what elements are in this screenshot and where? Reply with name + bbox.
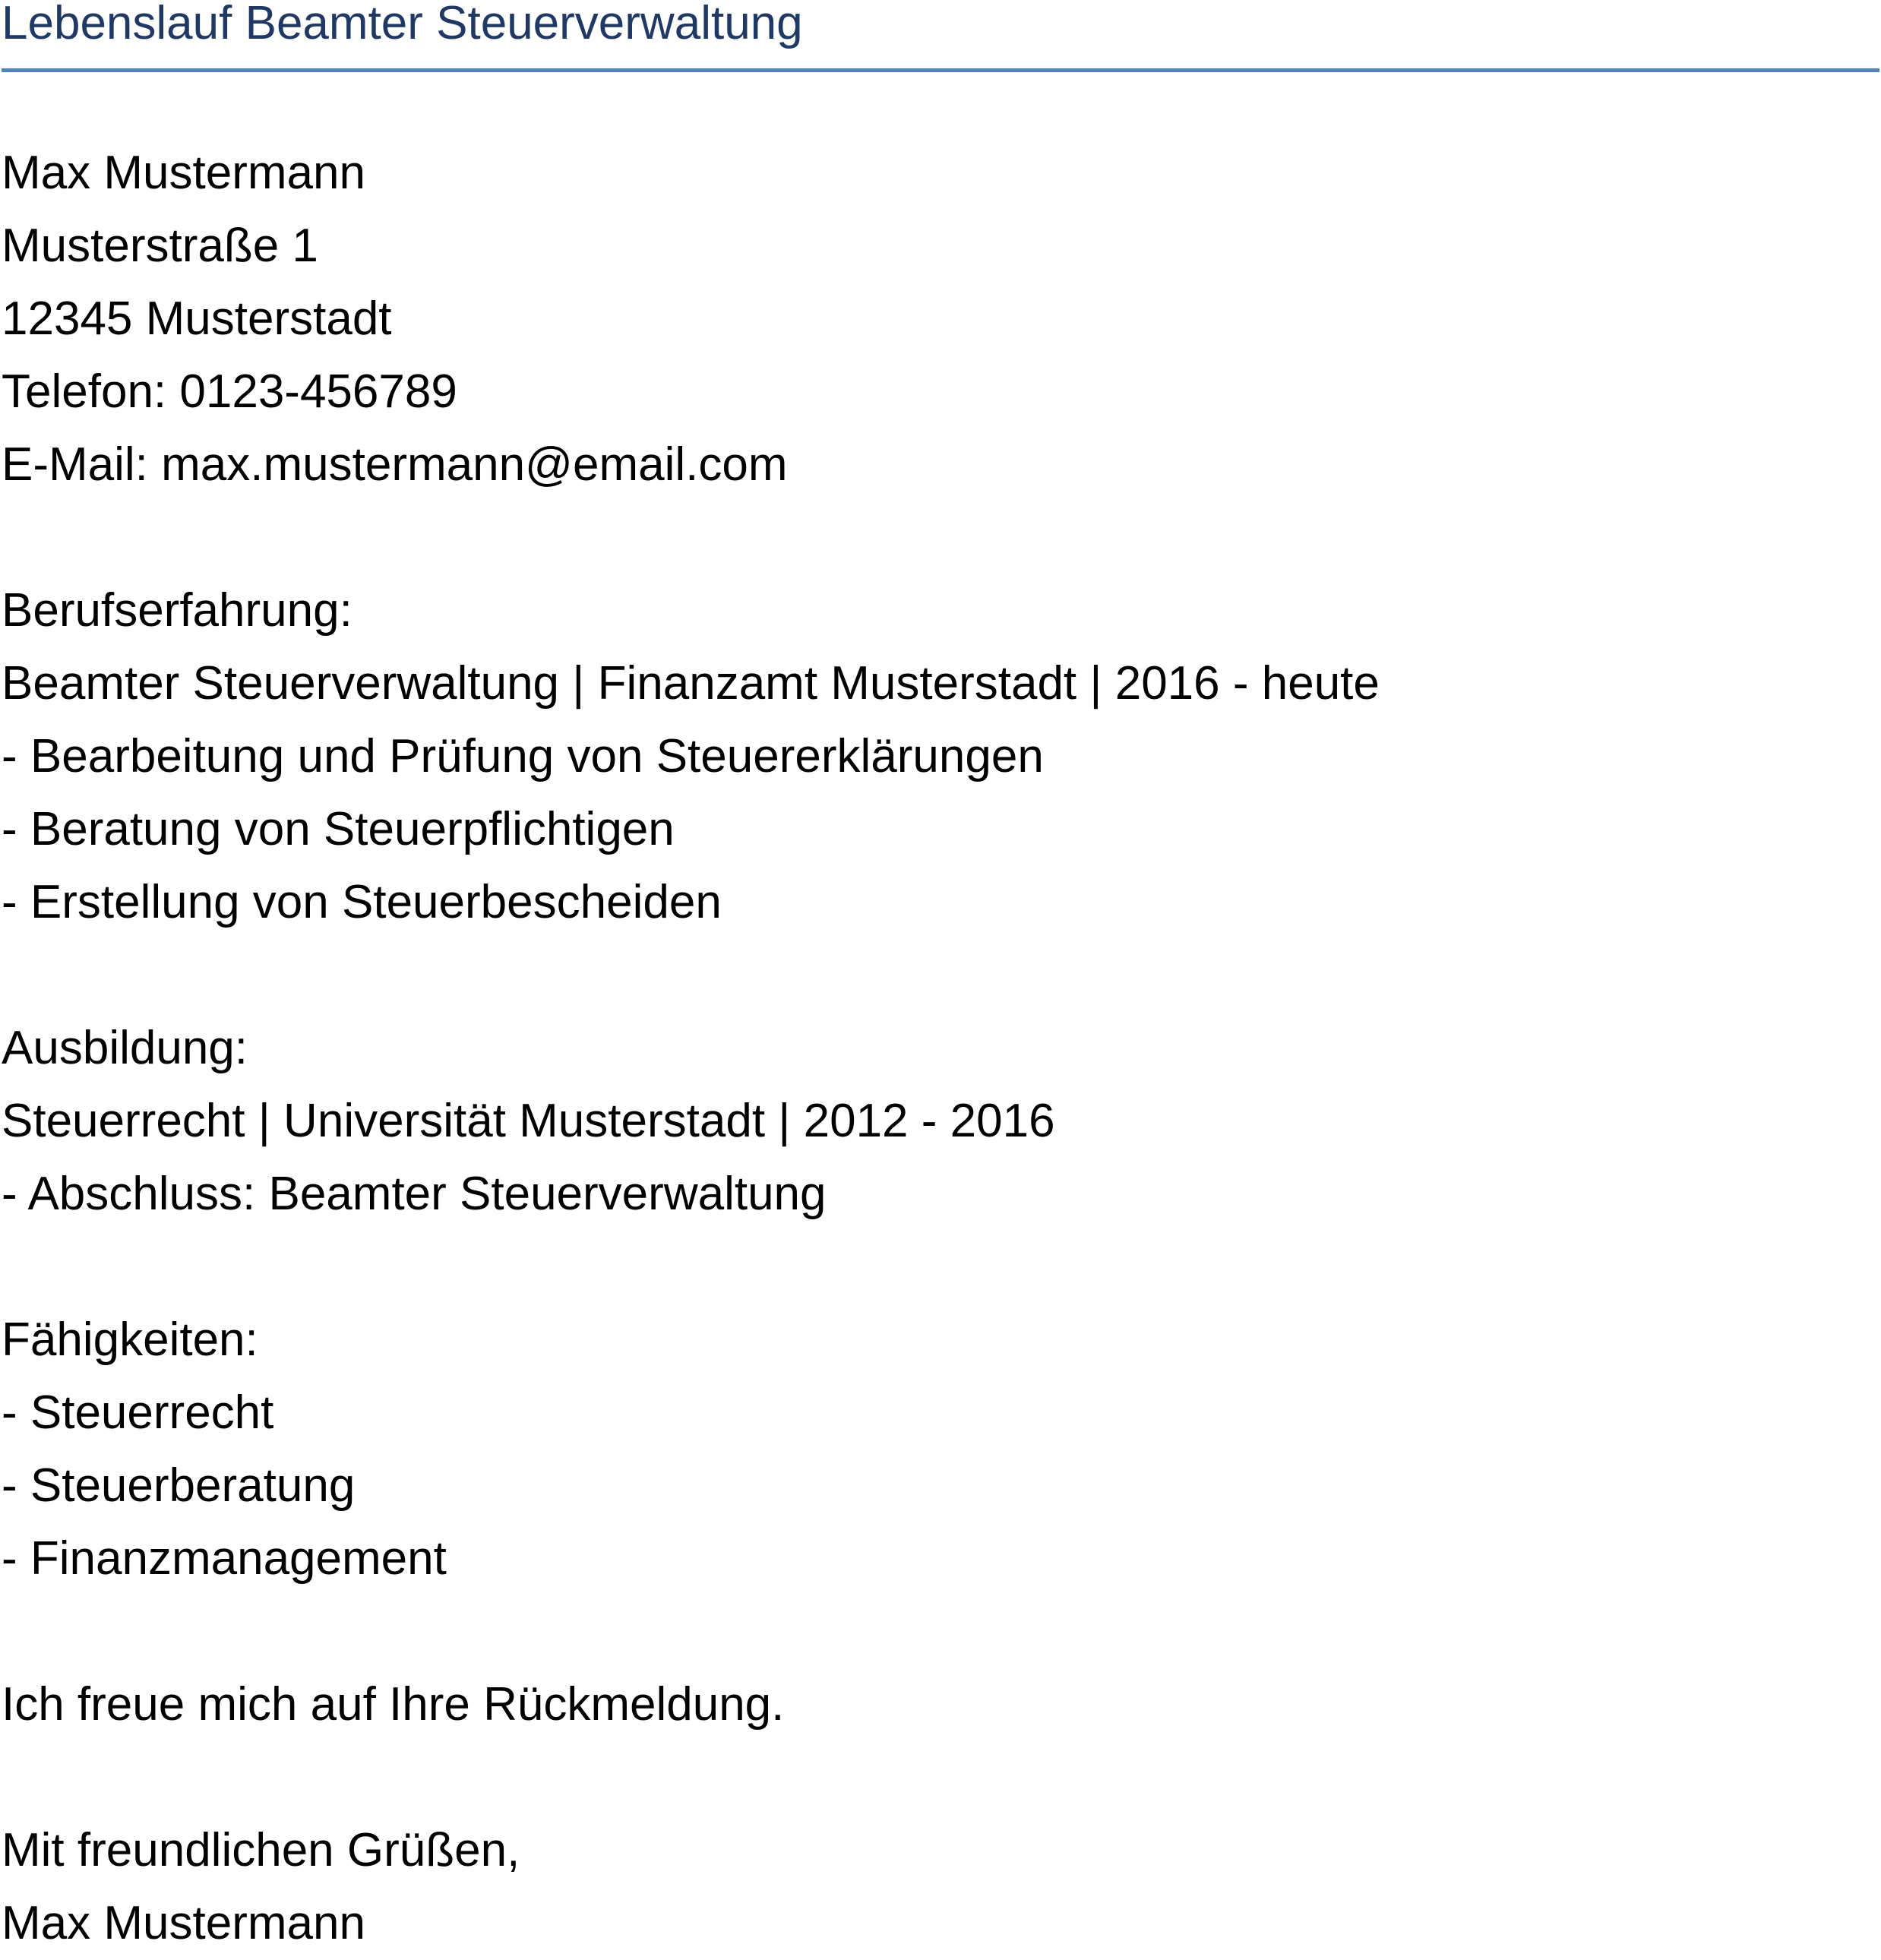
experience-heading: Berufserfahrung:: [2, 584, 352, 637]
skill-item: - Finanzmanagement: [2, 1532, 447, 1585]
closing-signature: Max Mustermann: [2, 1897, 365, 1949]
document-title: Lebenslauf Beamter Steuerverwaltung: [2, 0, 803, 49]
education-heading: Ausbildung:: [2, 1022, 248, 1074]
skills-heading: Fähigkeiten:: [2, 1314, 258, 1366]
contact-name: Max Mustermann: [2, 147, 365, 199]
closing-message: Ich freue mich auf Ihre Rückmeldung.: [2, 1678, 785, 1731]
experience-position: Beamter Steuerverwaltung | Finanzamt Musterstadt | 2016 - heute: [2, 657, 1380, 710]
title-divider: [2, 68, 1879, 72]
contact-phone: Telefon: 0123-456789: [2, 365, 457, 418]
experience-task: - Erstellung von Steuerbescheiden: [2, 876, 722, 928]
contact-street: Musterstraße 1: [2, 220, 318, 272]
contact-city: 12345 Musterstadt: [2, 292, 392, 345]
skill-item: - Steuerrecht: [2, 1386, 274, 1439]
education-degree: - Abschluss: Beamter Steuerverwaltung: [2, 1168, 827, 1220]
experience-task: - Beratung von Steuerpflichtigen: [2, 803, 675, 855]
skill-item: - Steuerberatung: [2, 1459, 356, 1512]
experience-task: - Bearbeitung und Prüfung von Steuererklärungen: [2, 730, 1044, 782]
education-entry: Steuerrecht | Universität Musterstadt | 2012 - 2016: [2, 1095, 1055, 1147]
contact-email: E-Mail: max.mustermann@email.com: [2, 438, 788, 491]
closing-greeting: Mit freundlichen Grüßen,: [2, 1824, 520, 1876]
